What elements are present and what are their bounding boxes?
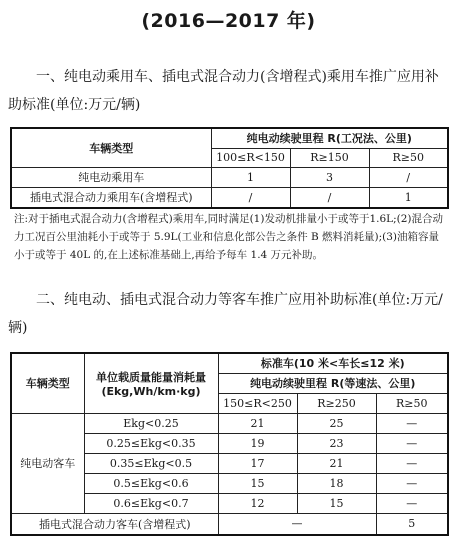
page-title: (2016—2017 年): [141, 10, 316, 32]
col-vehicle-type: 车辆类型: [11, 128, 211, 167]
group-header-range: 纯电动续驶里程 R(工况法、公里): [211, 128, 448, 148]
energy-range: Ekg<0.25: [84, 413, 218, 433]
group-ev-bus: 纯电动客车: [11, 413, 84, 513]
cell: 1: [369, 187, 448, 208]
cell: 3: [290, 167, 369, 187]
cell: 17: [218, 453, 297, 473]
cell: 25: [297, 413, 376, 433]
table-row: [11, 187, 448, 208]
section1-note: 注:对于插电式混合动力(含增程式)乘用车,同时满足(1)发动机排量小于或等于1.6L;(2)混合动力工况百公里油耗小于或等于 5.9L(工业和信息化部公告之条件 B 燃料消耗量);(3)油箱容量小于或等于 40L 的,在上述标准基础上,再给予每车 1.4 万元补助。: [14, 213, 444, 261]
cell: 23: [297, 433, 376, 453]
range-col-1: 150≤R<250: [218, 393, 297, 413]
table-row: [11, 413, 448, 433]
cell: —: [376, 433, 448, 453]
cell: 1: [211, 167, 290, 187]
range-col-1: 100≤R<150: [211, 148, 290, 167]
section2-heading-text: 二、纯电动、插电式混合动力等客车推广应用补助标准(单位:万元/辆): [8, 292, 443, 336]
range-col-2: R≥150: [290, 148, 369, 167]
col-vehicle-type: 车辆类型: [11, 353, 84, 413]
cell: 15: [297, 493, 376, 513]
cell: —: [376, 453, 448, 473]
energy-range: 0.6≤Ekg<0.7: [84, 493, 218, 513]
energy-range: 0.25≤Ekg<0.35: [84, 433, 218, 453]
cell: —: [376, 413, 448, 433]
section1-heading-text: 一、纯电动乘用车、插电式混合动力(含增程式)乘用车推广应用补助标准(单位:万元/辆): [8, 69, 439, 113]
passenger-car-subsidy-table: [10, 127, 449, 209]
cell: —: [376, 473, 448, 493]
std-vehicle-header: 标准车(10 米<车长≤12 米): [218, 353, 448, 373]
col-energy-consumption: [84, 353, 218, 413]
energy-range: 0.5≤Ekg<0.6: [84, 473, 218, 493]
cell: 18: [297, 473, 376, 493]
range-col-3: R≥50: [369, 148, 448, 167]
energy-range: 0.35≤Ekg<0.5: [84, 453, 218, 473]
range-col-3: R≥50: [376, 393, 448, 413]
table-row: [11, 167, 448, 187]
table-row: [11, 513, 448, 535]
cell: /: [290, 187, 369, 208]
cell: /: [369, 167, 448, 187]
row-type: 纯电动乘用车: [11, 167, 211, 187]
section1-heading: [8, 63, 448, 119]
cell: 12: [218, 493, 297, 513]
range-col-2: R≥250: [297, 393, 376, 413]
cell: 15: [218, 473, 297, 493]
cell: 21: [297, 453, 376, 473]
row-type: 插电式混合动力乘用车(含增程式): [11, 187, 211, 208]
cell: 21: [218, 413, 297, 433]
cell: 19: [218, 433, 297, 453]
cell: /: [211, 187, 290, 208]
cell: 5: [376, 513, 448, 535]
col-energy-line2: (Ekg,Wh/km·kg): [101, 384, 201, 398]
cell-merged: —: [218, 513, 376, 535]
row-type-phev-bus: 插电式混合动力客车(含增程式): [11, 513, 218, 535]
cell: —: [376, 493, 448, 513]
section2-heading: [8, 286, 448, 342]
range-header: 纯电动续驶里程 R(等速法、公里): [218, 373, 448, 393]
col-energy-line1: 单位载质量能量消耗量: [96, 370, 206, 384]
bus-subsidy-table: [10, 352, 449, 536]
